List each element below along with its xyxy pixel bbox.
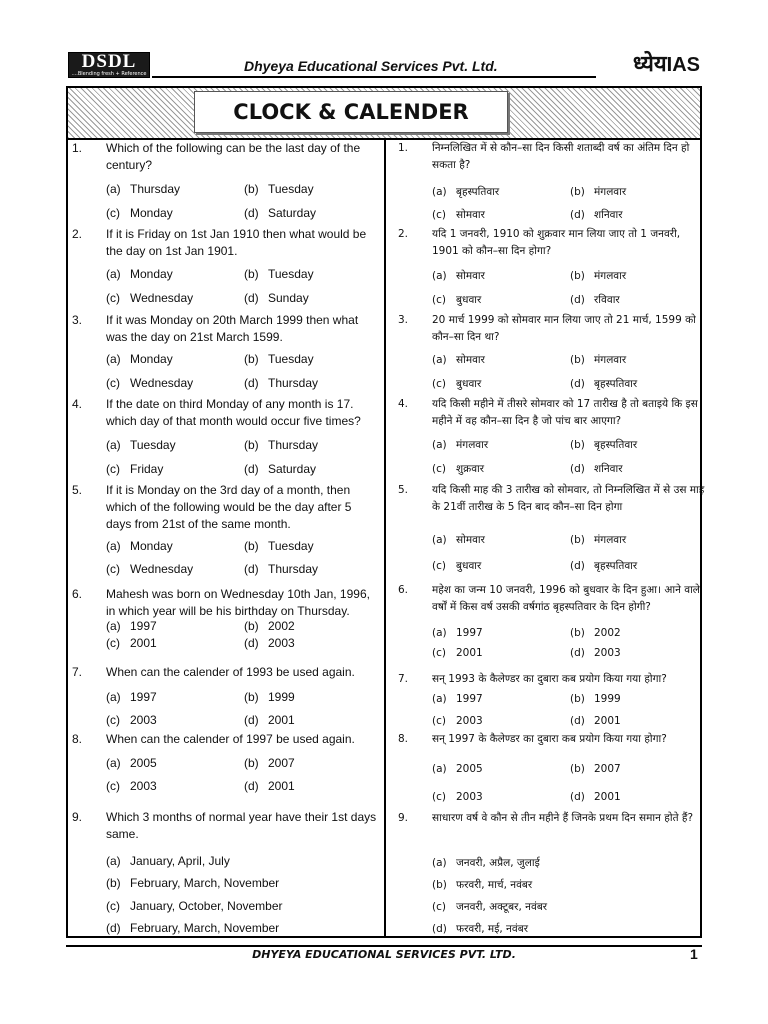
option-text: 2001 bbox=[456, 647, 483, 659]
option-text: Tuesday bbox=[268, 182, 314, 196]
answer-option bbox=[570, 558, 637, 574]
answer-option bbox=[432, 789, 483, 805]
question-number: 7. bbox=[398, 673, 409, 685]
option-letter: (c) bbox=[106, 636, 120, 650]
question-number: 4. bbox=[72, 397, 83, 411]
option-letter: (d) bbox=[570, 463, 585, 475]
option-text: 2007 bbox=[594, 763, 621, 775]
option-letter: (c) bbox=[432, 791, 446, 803]
option-text: मंगलवार bbox=[594, 270, 627, 282]
question-number: 1. bbox=[72, 141, 83, 155]
question-number: 5. bbox=[72, 483, 83, 497]
question-text: यदि किसी महीने में तीसरे सोमवार को 17 तारीख है तो बताइये कि इस महीने में वह कौन–सा दिन है जो पांच बार आएगा? bbox=[432, 398, 698, 427]
answer-option bbox=[432, 691, 483, 707]
answer-option bbox=[570, 713, 621, 729]
answer-option bbox=[432, 376, 481, 392]
option-text: Saturday bbox=[268, 462, 317, 476]
option-text: 2005 bbox=[456, 763, 483, 775]
option-letter: (d) bbox=[244, 779, 259, 793]
option-letter: (c) bbox=[106, 291, 120, 305]
question-text: If the date on third Monday of any month is 17. which day of that month would occur five times? bbox=[106, 397, 361, 428]
option-letter: (a) bbox=[432, 627, 447, 639]
answer-option bbox=[106, 755, 157, 771]
question-text: यदि किसी माह की 3 तारीख को सोमवार, तो निम्नलिखित में से उस माह के 21वीं तारीख के 5 दिन बाद कौन–सा दिन होगा bbox=[432, 484, 705, 513]
option-text: 2003 bbox=[130, 713, 157, 727]
option-text: Thursday bbox=[268, 562, 319, 576]
answer-option bbox=[570, 461, 623, 477]
option-text: Tuesday bbox=[268, 352, 314, 366]
option-letter: (a) bbox=[106, 854, 121, 868]
option-letter: (a) bbox=[432, 270, 447, 282]
question-number: 4. bbox=[398, 398, 409, 410]
option-letter: (d) bbox=[570, 647, 585, 659]
option-text: रविवार bbox=[594, 294, 620, 306]
option-letter: (c) bbox=[106, 206, 120, 220]
option-text: बुधवार bbox=[456, 378, 482, 390]
option-text: Wednesday bbox=[130, 562, 194, 576]
option-text: Tuesday bbox=[130, 438, 176, 452]
option-text: Thursday bbox=[268, 438, 319, 452]
question-text: If it was Monday on 20th March 1999 then what was the day on 21st March 1599. bbox=[106, 313, 359, 344]
option-letter: (d) bbox=[570, 294, 585, 306]
option-letter: (c) bbox=[106, 376, 120, 390]
question-text: If it is Monday on the 3rd day of a month, then which of the following would be the day after 5 days from 21st of the same month. bbox=[106, 483, 352, 531]
answer-option bbox=[244, 712, 295, 728]
option-text: Monday bbox=[130, 539, 173, 553]
option-letter: (d) bbox=[244, 206, 259, 220]
option-letter: (b) bbox=[244, 352, 259, 366]
option-letter: (a) bbox=[106, 756, 121, 770]
question-number: 8. bbox=[72, 732, 83, 746]
option-text: 1999 bbox=[594, 693, 621, 705]
answer-option bbox=[106, 538, 173, 554]
option-text: 2001 bbox=[268, 713, 295, 727]
answer-option bbox=[106, 920, 279, 936]
question-text: यदि 1 जनवरी, 1910 को शुक्रवार मान लिया जाए तो 1 जनवरी, 1901 को कौन–सा दिन होगा? bbox=[432, 228, 681, 257]
answer-option bbox=[244, 205, 316, 221]
option-letter: (c) bbox=[432, 715, 446, 727]
option-letter: (d) bbox=[244, 291, 259, 305]
answer-option bbox=[106, 290, 193, 306]
answer-option bbox=[106, 778, 157, 794]
answer-option bbox=[244, 181, 314, 197]
option-text: 2001 bbox=[594, 715, 621, 727]
option-letter: (b) bbox=[244, 267, 259, 281]
option-letter: (a) bbox=[432, 439, 447, 451]
answer-option bbox=[106, 853, 230, 869]
option-letter: (a) bbox=[432, 763, 447, 775]
option-letter: (c) bbox=[432, 209, 446, 221]
answer-option bbox=[570, 207, 623, 223]
option-text: 2002 bbox=[268, 619, 295, 633]
option-text: 2005 bbox=[130, 756, 157, 770]
answer-option bbox=[244, 375, 318, 391]
question-text: महेश का जन्म 10 जनवरी, 1996 को बुधवार के दिन हुआ। आने वाले वर्षों में किस वर्ष उसकी वर्षगांठ बृहस्पतिवार के दिन होगी? bbox=[432, 584, 700, 613]
answer-option bbox=[570, 352, 626, 368]
answer-option bbox=[432, 899, 547, 915]
option-letter: (b) bbox=[570, 627, 585, 639]
question-number: 9. bbox=[72, 810, 83, 824]
option-text: फरवरी, मई, नवंबर bbox=[456, 923, 528, 935]
question-number: 6. bbox=[72, 587, 83, 601]
question-number: 6. bbox=[398, 584, 409, 596]
option-letter: (d) bbox=[244, 462, 259, 476]
question-number: 9. bbox=[398, 812, 409, 824]
option-text: सोमवार bbox=[456, 354, 485, 366]
option-text: फरवरी, मार्च, नवंबर bbox=[456, 879, 533, 891]
answer-option bbox=[570, 761, 621, 777]
option-letter: (d) bbox=[570, 560, 585, 572]
option-letter: (b) bbox=[570, 354, 585, 366]
option-text: 2003 bbox=[594, 647, 621, 659]
option-text: Saturday bbox=[268, 206, 317, 220]
answer-option bbox=[244, 618, 295, 634]
option-text: 2001 bbox=[130, 636, 157, 650]
footer-rule bbox=[66, 945, 702, 947]
option-letter: (a) bbox=[432, 534, 447, 546]
title-band bbox=[68, 88, 700, 140]
question-text: सन् 1993 के कैलेण्डर का दुबारा कब प्रयोग किया गया होगा? bbox=[432, 673, 667, 685]
answer-option bbox=[432, 558, 481, 574]
question-text: साधारण वर्ष वे कौन से तीन महीने हैं जिनके प्रथम दिन समान होते हैं? bbox=[432, 812, 694, 824]
page-header bbox=[68, 52, 700, 82]
option-text: Wednesday bbox=[130, 376, 194, 390]
option-text: Tuesday bbox=[268, 267, 314, 281]
option-letter: (b) bbox=[570, 693, 585, 705]
option-letter: (b) bbox=[244, 756, 259, 770]
option-text: 2007 bbox=[268, 756, 295, 770]
dsdl-logo-tagline: ....Blending fresh + Reference bbox=[71, 71, 147, 77]
answer-option bbox=[432, 645, 483, 661]
answer-option bbox=[244, 689, 295, 705]
answer-option bbox=[432, 761, 483, 777]
option-letter: (b) bbox=[570, 439, 585, 451]
question-text: When can the calender of 1993 be used again. bbox=[106, 665, 355, 679]
option-letter: (a) bbox=[106, 539, 121, 553]
option-letter: (a) bbox=[106, 690, 121, 704]
option-letter: (c) bbox=[432, 647, 446, 659]
option-text: 2003 bbox=[456, 715, 483, 727]
option-text: बृहस्पतिवार bbox=[594, 439, 638, 451]
option-text: शनिवार bbox=[594, 209, 623, 221]
answer-option bbox=[106, 437, 176, 453]
answer-option bbox=[106, 875, 279, 891]
answer-option bbox=[106, 181, 180, 197]
question-text: निम्नलिखित में से कौन–सा दिन किसी शताब्दी वर्ष का अंतिम दिन हो सकता है? bbox=[432, 142, 690, 171]
column-divider bbox=[384, 138, 386, 936]
option-letter: (a) bbox=[432, 186, 447, 198]
header-rule bbox=[152, 76, 596, 78]
logo-hindi-text: ध्येय bbox=[632, 52, 667, 77]
option-letter: (d) bbox=[244, 636, 259, 650]
answer-option bbox=[570, 376, 637, 392]
answer-option bbox=[570, 789, 621, 805]
answer-option bbox=[244, 755, 295, 771]
option-letter: (d) bbox=[570, 209, 585, 221]
footer-text: DHYEYA EDUCATIONAL SERVICES PVT. LTD. bbox=[252, 948, 516, 961]
option-letter: (c) bbox=[432, 378, 446, 390]
option-text: बृहस्पतिवार bbox=[456, 186, 500, 198]
option-text: शुक्रवार bbox=[456, 463, 485, 475]
answer-option bbox=[570, 625, 621, 641]
header-title: Dhyeya Educational Services Pvt. Ltd. bbox=[244, 58, 498, 74]
option-letter: (b) bbox=[244, 539, 259, 553]
option-text: मंगलवार bbox=[456, 439, 489, 451]
dsdl-logo-text: DSDL bbox=[81, 51, 137, 72]
option-text: Monday bbox=[130, 352, 173, 366]
answer-option bbox=[432, 352, 485, 368]
option-text: सोमवार bbox=[456, 209, 485, 221]
answer-option bbox=[432, 532, 485, 548]
option-text: 2003 bbox=[268, 636, 295, 650]
question-number: 1. bbox=[398, 142, 409, 154]
option-letter: (a) bbox=[106, 267, 121, 281]
page-number: 1 bbox=[690, 946, 698, 962]
option-letter: (d) bbox=[570, 791, 585, 803]
answer-option bbox=[570, 268, 626, 284]
question-text: Which 3 months of normal year have their 1st days same. bbox=[106, 810, 377, 841]
option-letter: (b) bbox=[570, 186, 585, 198]
question-number: 2. bbox=[398, 228, 409, 240]
answer-option bbox=[432, 921, 528, 937]
option-text: February, March, November bbox=[130, 876, 280, 890]
dhyeya-ias-logo bbox=[633, 52, 700, 78]
answer-option bbox=[106, 689, 157, 705]
option-letter: (a) bbox=[432, 354, 447, 366]
option-letter: (b) bbox=[570, 534, 585, 546]
option-text: 2003 bbox=[456, 791, 483, 803]
answer-option bbox=[244, 351, 314, 367]
answer-option bbox=[244, 561, 318, 577]
option-letter: (d) bbox=[244, 562, 259, 576]
answer-option bbox=[570, 532, 626, 548]
option-text: Sunday bbox=[268, 291, 309, 305]
option-letter: (a) bbox=[106, 182, 121, 196]
question-number: 2. bbox=[72, 227, 83, 241]
option-letter: (d) bbox=[570, 378, 585, 390]
option-letter: (b) bbox=[244, 690, 259, 704]
answer-option bbox=[244, 290, 309, 306]
option-letter: (a) bbox=[106, 438, 121, 452]
option-letter: (a) bbox=[106, 619, 121, 633]
option-text: Thursday bbox=[268, 376, 319, 390]
answer-option bbox=[106, 561, 193, 577]
option-letter: (c) bbox=[432, 294, 446, 306]
option-text: बुधवार bbox=[456, 560, 482, 572]
question-number: 3. bbox=[72, 313, 83, 327]
option-text: 1997 bbox=[456, 627, 483, 639]
option-letter: (c) bbox=[106, 779, 120, 793]
content-frame bbox=[66, 86, 705, 938]
option-letter: (b) bbox=[244, 182, 259, 196]
option-text: 1997 bbox=[130, 619, 157, 633]
option-text: 1999 bbox=[268, 690, 295, 704]
option-letter: (d) bbox=[106, 921, 121, 935]
option-text: Monday bbox=[130, 206, 173, 220]
answer-option bbox=[244, 635, 295, 651]
option-letter: (c) bbox=[106, 899, 120, 913]
answer-option bbox=[244, 437, 318, 453]
option-text: Monday bbox=[130, 267, 173, 281]
answer-option bbox=[244, 778, 295, 794]
answer-option bbox=[570, 645, 621, 661]
option-text: सोमवार bbox=[456, 534, 485, 546]
option-letter: (c) bbox=[432, 901, 446, 913]
logo-ias-text: IAS bbox=[666, 54, 700, 76]
question-number: 8. bbox=[398, 733, 409, 745]
option-text: 2001 bbox=[594, 791, 621, 803]
option-letter: (a) bbox=[432, 857, 447, 869]
option-text: Wednesday bbox=[130, 291, 194, 305]
answer-option bbox=[432, 184, 499, 200]
answer-option bbox=[570, 184, 626, 200]
answer-option bbox=[570, 292, 620, 308]
answer-option bbox=[432, 292, 481, 308]
option-letter: (b) bbox=[570, 763, 585, 775]
answer-option bbox=[106, 205, 173, 221]
option-text: बृहस्पतिवार bbox=[594, 378, 638, 390]
answer-option bbox=[432, 625, 483, 641]
option-text: बुधवार bbox=[456, 294, 482, 306]
option-letter: (b) bbox=[106, 876, 121, 890]
option-text: 1997 bbox=[456, 693, 483, 705]
option-letter: (d) bbox=[570, 715, 585, 727]
question-number: 7. bbox=[72, 665, 83, 679]
answer-option bbox=[106, 266, 173, 282]
option-text: Tuesday bbox=[268, 539, 314, 553]
question-number: 3. bbox=[398, 314, 409, 326]
option-letter: (a) bbox=[106, 352, 121, 366]
option-text: February, March, November bbox=[130, 921, 280, 935]
answer-option bbox=[244, 538, 314, 554]
option-letter: (b) bbox=[244, 619, 259, 633]
option-text: 2002 bbox=[594, 627, 621, 639]
option-text: बृहस्पतिवार bbox=[594, 560, 638, 572]
option-letter: (c) bbox=[106, 462, 120, 476]
question-text: If it is Friday on 1st Jan 1910 then what would be the day on 1st Jan 1901. bbox=[106, 227, 367, 258]
question-text: When can the calender of 1997 be used again. bbox=[106, 732, 355, 746]
answer-option bbox=[432, 461, 484, 477]
dsdl-logo bbox=[68, 52, 150, 78]
option-text: January, April, July bbox=[130, 854, 230, 868]
option-text: 2001 bbox=[268, 779, 295, 793]
question-text: 20 मार्च 1999 को सोमवार मान लिया जाए तो 21 मार्च, 1599 को कौन–सा दिन था? bbox=[432, 314, 696, 343]
option-text: January, October, November bbox=[130, 899, 283, 913]
answer-option bbox=[106, 898, 283, 914]
answer-option bbox=[432, 268, 485, 284]
option-letter: (b) bbox=[432, 879, 447, 891]
answer-option bbox=[106, 351, 173, 367]
option-letter: (b) bbox=[570, 270, 585, 282]
option-text: Thursday bbox=[130, 182, 181, 196]
option-text: मंगलवार bbox=[594, 354, 627, 366]
answer-option bbox=[432, 437, 488, 453]
answer-option bbox=[432, 207, 485, 223]
answer-option bbox=[244, 461, 316, 477]
answer-option bbox=[106, 461, 163, 477]
option-text: शनिवार bbox=[594, 463, 623, 475]
question-text: सन् 1997 के कैलेण्डर का दुबारा कब प्रयोग किया गया होगा? bbox=[432, 733, 667, 745]
option-letter: (d) bbox=[244, 376, 259, 390]
answer-option bbox=[570, 437, 637, 453]
option-text: जनवरी, अप्रैल, जुलाई bbox=[456, 857, 540, 869]
option-letter: (a) bbox=[432, 693, 447, 705]
option-letter: (c) bbox=[432, 463, 446, 475]
option-text: 1997 bbox=[130, 690, 157, 704]
option-text: 2003 bbox=[130, 779, 157, 793]
option-text: जनवरी, अक्टूबर, नवंबर bbox=[456, 901, 548, 913]
option-letter: (c) bbox=[432, 560, 446, 572]
option-text: मंगलवार bbox=[594, 534, 627, 546]
option-letter: (b) bbox=[244, 438, 259, 452]
answer-option bbox=[106, 375, 193, 391]
question-text: Mahesh was born on Wednesday 10th Jan, 1996, in which year will be his birthday on Thursday. bbox=[106, 587, 370, 618]
option-text: मंगलवार bbox=[594, 186, 627, 198]
option-letter: (c) bbox=[106, 562, 120, 576]
option-letter: (c) bbox=[106, 713, 120, 727]
answer-option bbox=[432, 855, 540, 871]
option-text: सोमवार bbox=[456, 270, 485, 282]
answer-option bbox=[432, 877, 532, 893]
answer-option bbox=[570, 691, 621, 707]
answer-option bbox=[106, 712, 157, 728]
option-text: Friday bbox=[130, 462, 164, 476]
option-letter: (d) bbox=[432, 923, 447, 935]
answer-option bbox=[244, 266, 314, 282]
question-number: 5. bbox=[398, 484, 409, 496]
answer-option bbox=[106, 635, 157, 651]
option-letter: (d) bbox=[244, 713, 259, 727]
question-text: Which of the following can be the last day of the century? bbox=[106, 141, 361, 172]
answer-option bbox=[432, 713, 483, 729]
answer-option bbox=[106, 618, 157, 634]
section-title: CLOCK & CALENDER bbox=[194, 91, 508, 133]
